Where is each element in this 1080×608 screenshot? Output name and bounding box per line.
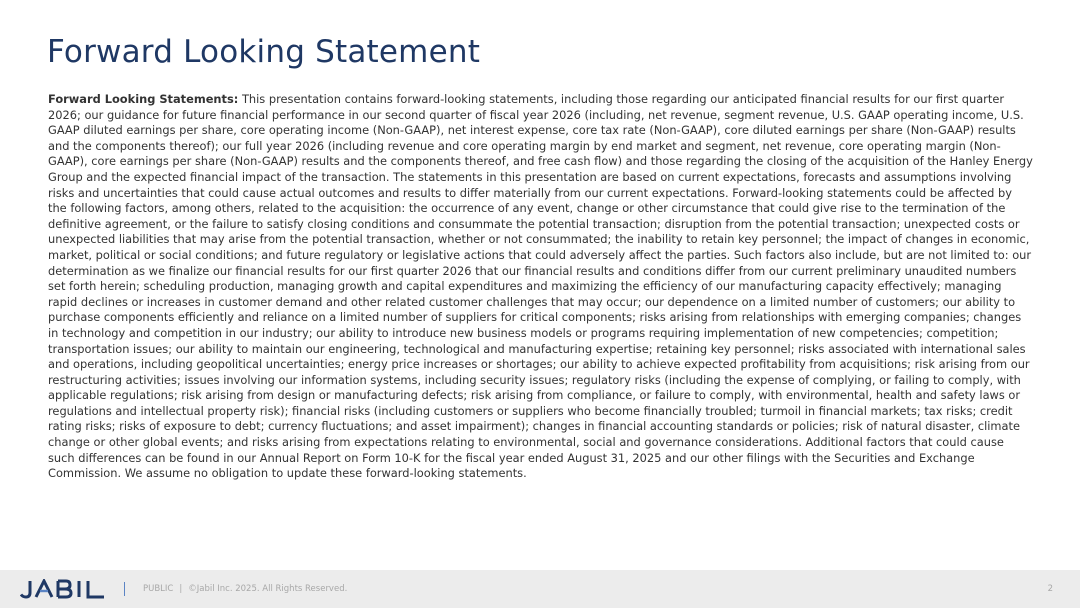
classification-label: PUBLIC <box>143 584 174 594</box>
jabil-logo <box>20 579 106 599</box>
copyright-notice: ©Jabil Inc. 2025. All Rights Reserved. <box>188 584 348 594</box>
slide-title: Forward Looking Statement <box>47 34 481 70</box>
page-number: 2 <box>1047 584 1053 594</box>
logo-wordmark: JABIL <box>20 579 23 580</box>
statement-text: This presentation contains forward-looking statements, including those regarding our anticipated financial results for our first quarter 2026; our guidance for future financial performance in our second quarter of fiscal year 2026 (including, net revenue, segment revenue, U.S. GAAP operating income, U.S. GAAP diluted earnings per share, core operating income (Non-GAAP), net interest expense, core tax rate (Non-GAAP), core diluted earnings per share (Non-GAAP) results and the components thereof); our full year 2026 (including revenue and core operating margin by end market and segment, net revenue, core operating margin (Non-GAAP), core earnings per share (Non-GAAP) results and the components thereof, and free cash flow) and those regarding the closing of the acquisition of the Hanley Energy Group and the expected financial impact of the transaction. The statements in this presentation are based on current expectations, forecasts and assumptions involving risks and uncertainties that could cause actual outcomes and results to differ materially from our current expectations. Forward-looking statements could be affected by the following factors, among others, related to the acquisition: the occurrence of any event, change or other circumstance that could give rise to the termination of the definitive agreement, or the failure to satisfy closing conditions and consummate the potential transaction; disruption from the potential transaction; unexpected costs or unexpected liabilities that may arise from the potential transaction, whether or not consummated; the inability to retain key personnel; the impact of changes in economic, market, political or social conditions; and future regulatory or legislative actions that could adversely affect the parties. Such factors also include, but are not limited to: our determination as we finalize our financial results for our first quarter 2026 that our financial results and conditions differ from our current preliminary unaudited numbers set forth herein; scheduling production, managing growth and capital expenditures and maximizing the efficiency of our manufacturing capacity effectively; managing rapid declines or increases in customer demand and other related customer challenges that may occur; our dependence on a limited number of customers; our ability to purchase components efficiently and reliance on a limited number of suppliers for critical components; risks arising from relationships with emerging companies; changes in technology and competition in our industry; our ability to introduce new business models or programs requiring implementation of new competencies; competition; transportation issues; our ability to maintain our engineering, technological and manufacturing expertise; retaining key personnel; risks associated with international sales and operations, including geopolitical uncertainties; energy price increases or shortages; our ability to achieve expected profitability from acquisitions; risk arising from our restructuring activities; issues involving our information systems, including security issues; regulatory risks (including the expense of complying, or failing to comply, with applicable regulations; risk arising from design or manufacturing defects; risk arising from compliance, or failure to comply, with environmental, health and safety laws or regulations and intellectual property risk); financial risks (including customers or suppliers who become financially troubled; turmoil in financial markets; tax risks; credit rating risks; risks of exposure to debt; currency fluctuations; and asset impairment); changes in financial accounting standards or policies; risk of natural disaster, climate change or other global events; and risks arising from expectations relating to environmental, social and governance considerations. Additional factors that could cause such differences can be found in our Annual Report on Form 10-K for the fiscal year ended August 31, 2025 and our other filings with the Securities and Exchange Commission. We assume no obligation to update these forward-looking statements. <box>48 92 1033 481</box>
footer-separator-line <box>124 582 125 596</box>
footer-pipe: | <box>179 584 183 594</box>
forward-looking-statement-body <box>48 92 1033 482</box>
statement-lead-label: Forward Looking Statements: <box>48 92 239 106</box>
footer-text <box>143 584 347 594</box>
